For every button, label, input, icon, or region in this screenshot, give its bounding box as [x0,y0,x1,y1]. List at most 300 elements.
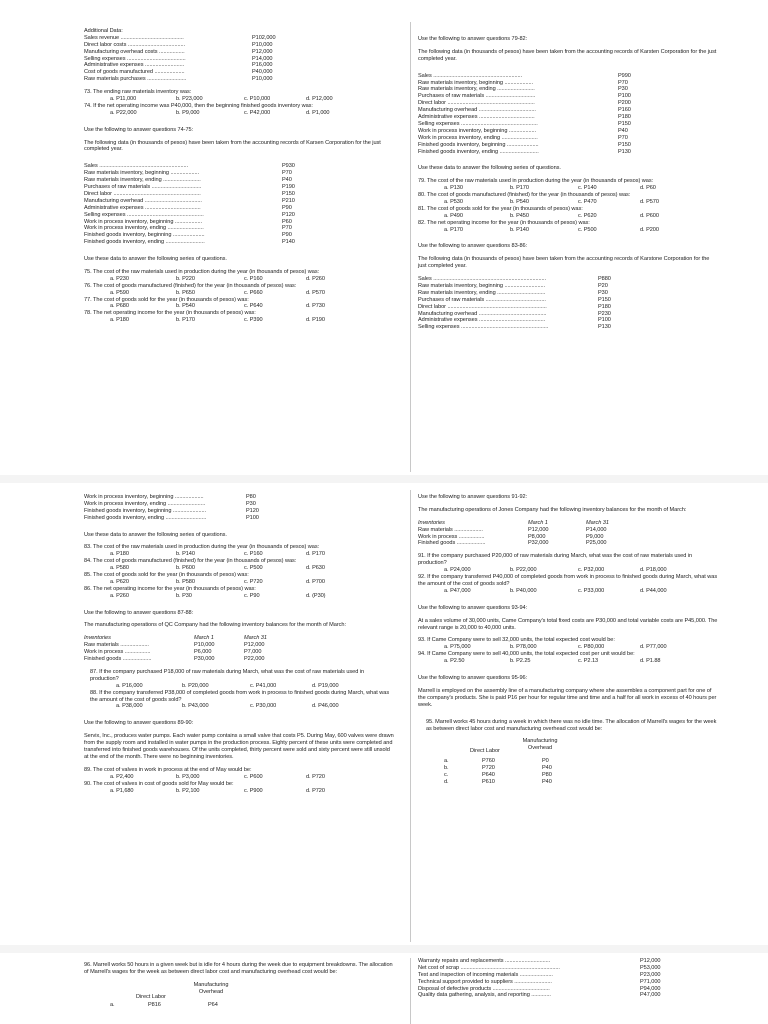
answer-choice: d. P720 [306,773,325,780]
answer-choice: a. P22,000 [110,109,137,116]
row-value: P180 [598,303,611,310]
data-row [84,184,394,191]
row-label: Selling expenses ....................................... [84,55,186,62]
row-value: P14,000 [252,55,273,62]
answer-choice: c. P30,000 [250,703,277,710]
data-row [84,501,394,508]
question-80-choices [418,199,718,206]
question-85: 85. The cost of goods sold for the year (in thousands of pesos) was: [84,572,249,579]
table-row [418,772,718,779]
answer-choice: b. P650 [176,289,195,296]
row-value: P200 [618,100,631,107]
answer-choice: a. P620 [110,578,129,585]
question-81: 81. The cost of goods sold for the year (in thousands of pesos) was: [418,205,583,212]
data-row [418,324,718,331]
page-gap-2 [0,945,768,953]
answer-choice: c. P640 [244,303,263,310]
answer-choice: b. P170 [510,185,529,192]
data-row [418,73,718,80]
row-label: Sales ........................................................................... [418,276,547,283]
row-label: Manufacturing overhead costs ................. [84,48,185,55]
row-label: Raw materials inventory, beginning ........................... [418,283,546,289]
answer-choice: d. P19,000 [312,682,339,689]
row-value: P30 [598,289,608,296]
table-cell: P7,000 [244,649,262,656]
question-89-choices [84,774,394,781]
data-row [418,972,718,979]
row-value: P60 [282,218,292,225]
row-value: P140 [282,239,295,246]
instruction-93-94: Use the following to answer questions 93-94: [418,604,528,611]
answer-choice: b. P600 [176,565,195,572]
row-label: Selling expenses ................................................... [84,211,204,218]
question-81-choices [418,213,718,220]
answer-choice: c. P10,000 [244,96,271,103]
data-row [84,212,394,219]
row-value: P80 [246,494,256,500]
row-label: Purchases of raw materials ................................. [84,184,202,191]
table-row [418,779,718,786]
page3-left-column [84,962,394,1009]
question-93: 93. If Came Company were to sell 32,000 units, the total expected cost would be: [418,637,615,644]
inventory-table [84,642,394,663]
row-value: P30 [246,500,256,507]
question-73: 73. The ending raw materials inventory was: [84,89,192,96]
row-label: Sales revenue .......................................... [84,34,184,41]
row-value: P990 [618,72,631,79]
answer-choice: b. P170 [176,317,195,324]
question-75-choices [84,276,394,283]
instruction-83-86: Use the following to answer questions 83-86: [418,243,528,250]
question-91-choices [418,567,718,574]
row-value: P53,000 [640,964,661,971]
row-value: P100 [618,93,631,100]
row-value: P40 [618,127,628,134]
row-value: P160 [618,107,631,114]
data-row [418,135,718,142]
table-row [84,656,394,663]
answer-choice: c. P33,000 [578,587,605,594]
question-78: 78. The net operating income for the year (in thousands of pesos) was: [84,310,256,317]
row-label: Administrative expenses ..................................... [418,114,535,121]
answer-choice: c. P140 [578,185,597,192]
question-91: 91. If the company purchased P20,000 of raw materials during March, what was the cost of raw materials used in production? [418,553,693,567]
answer-choice: c. P900 [244,787,263,794]
question-86: 86. The net operating income for the year (in thousands of pesos) was: [84,585,256,592]
answer-choice: c. P500 [244,565,263,572]
row-label: Direct labor costs ...................................... [84,41,185,48]
row-value: P20 [598,283,608,289]
data-row [84,76,394,83]
question-73-choices [84,96,394,103]
data-row [418,283,718,290]
question-84: 84. The cost of goods manufactured (finished) for the year (in thousands of pesos) was: [84,558,297,565]
table-cell: P6,000 [194,649,212,656]
question-96: 96. Marrell works 50 hours in a given week but is idle for 4 hours during the week due to equipment breakdowns. The allocation of Marrell's wages for the week as between direct labor cost and manufacturing overhead cost would be: [84,962,393,975]
row-value: P70 [618,134,628,141]
question-90: 90. The cost of valves in cost of goods sold for May would be: [84,780,234,787]
data-row [418,276,718,283]
row-value: P150 [618,141,631,148]
marrell-intro: Marrell is employed on the assembly line of a manufacturing company where she assembles a component part for one of the company's products. She is paid P16 per hour for regular time and time and a half for all work in excess of 40 hours per week. [418,687,717,708]
answer-choice: a. P680 [110,303,129,310]
page1-left-column [84,28,394,324]
data-row [84,163,394,170]
answer-choice: d. P730 [306,303,325,310]
data-row [84,49,394,56]
data-row [418,317,718,324]
column-divider-3 [410,958,411,1024]
row-value: P90 [282,204,292,211]
series-instruction: Use these data to answer the following series of questions. [84,531,227,538]
answer-choice: d. P170 [306,551,325,558]
question-76: 76. The cost of goods manufactured (finished) for the year (in thousands of pesos) was: [84,282,297,289]
answer-choice: d. P190 [306,317,325,324]
question-94: 94. If Came Company were to sell 40,000 units, the total expected cost per unit would be: [418,651,635,658]
table-row [418,758,718,765]
row-value: P40,000 [252,69,273,76]
answer-choice: d. P1,000 [306,109,330,116]
row-label: Quality data gathering, analysis, and reporting ............. [418,992,551,999]
table-cell: P25,000 [586,540,607,547]
table-cell: P610 [482,779,495,786]
row-value: P90 [282,232,292,239]
table-cell: a. [444,758,449,765]
question-93-choices [418,644,718,651]
answer-choice: d. P12,000 [306,96,333,103]
row-label: Administrative expenses ..................................... [84,204,201,211]
answer-choice: a. P16,000 [116,682,143,689]
question-83: 83. The cost of the raw materials used in production during the year (in thousands of pesos) was: [84,544,320,551]
table-cell: c. [444,772,449,779]
row-value: P100 [598,317,611,324]
row-value: P102,000 [252,34,276,41]
answer-choice: c. P600 [244,773,263,780]
answer-choice: a. P590 [110,289,129,296]
data-row [418,297,718,304]
row-value: P70 [282,170,292,177]
inventory-header: Inventories March 1 March 31 [418,519,609,526]
row-value: P130 [598,324,611,331]
table-cell: Raw materials ................... [84,642,149,649]
question-85-choices [84,579,394,586]
page2-right-column [418,494,718,786]
answer-choice: a. P38,000 [116,703,143,710]
row-value: P30 [618,86,628,93]
question-80: 80. The cost of goods manufactured (finished) for the year (in thousands of pesos) was: [418,192,631,199]
table-row [418,527,718,534]
karstone-intro: The following data (in thousands of pesos) have been taken from the accounting records of Karstone Corporation for the just completed year. [418,256,710,270]
answer-choice: a. P530 [444,198,463,205]
karsten-intro: The following data (in thousands of pesos) have been taken from the accounting records of Karsten Corporation for the just completed year. [418,48,717,62]
answer-choice: b. P580 [176,578,195,585]
row-label: Work in process inventory, ending ........................ [418,134,538,141]
data-row [418,121,718,128]
answer-choice: c. P390 [244,317,263,324]
answer-choice: d. P260 [306,275,325,282]
data-row [418,290,718,297]
answer-choice: c. P720 [244,578,263,585]
question-79: 79. The cost of the raw materials used in production during the year (in thousands of pesos) was: [418,178,654,185]
row-label: Purchases of raw materials ................................. [418,93,536,100]
answer-choice: d. P570 [640,198,659,205]
answer-choice: d. P46,000 [312,703,339,710]
question-92-choices [418,588,718,595]
answer-choice: a. P1,680 [110,787,134,794]
answer-choice: a. P180 [110,317,129,324]
data-row [418,93,718,100]
row-label: Finished goods inventory, beginning ..................... [84,232,205,239]
answer-choice: a. P180 [110,551,129,558]
answer-choice: b. P22,000 [510,567,537,574]
karsen-intro: The following data (in thousands of pesos) have been taken from the accounting records of Karsen Corporation for the just completed year. [84,139,381,153]
row-label: Direct labor .................................................................. [418,303,547,310]
answer-choice: d. P600 [640,212,659,219]
question-82: 82. The net operating income for the year (in thousands of pesos) was: [418,219,590,226]
data-row [418,958,718,965]
data-row [84,239,394,246]
row-label: Disposal of defective products ...................................... [418,985,550,992]
question-94-choices [418,658,718,665]
row-value: P120 [246,507,259,514]
answer-choice: b. P40,000 [510,587,537,594]
answer-choice: d. P630 [306,565,325,572]
question-82-choices [418,227,718,234]
answer-choice: b. P140 [510,226,529,233]
answer-choice: b. P220 [176,275,195,282]
row-label: Finished goods inventory, ending .......................... [84,239,205,246]
row-value: P12,000 [252,48,273,55]
additional-data-list [84,35,394,83]
data-row [418,114,718,121]
table-cell: Finished goods ................... [84,656,152,663]
data-row [84,494,394,501]
answer-choice: a. P2,400 [110,773,134,780]
answer-choice: a. P130 [444,185,463,192]
row-label: Test and inspection of incoming materials ...................... [418,971,553,978]
series-instruction: Use these data to answer the following series of questions. [84,256,227,263]
table-cell: d. [444,779,449,786]
row-value: P210 [282,197,295,204]
answer-choice: b. P3,000 [176,773,200,780]
answer-choice: b. P540 [510,198,529,205]
answer-choice: a. P580 [110,565,129,572]
data-row [84,191,394,198]
answer-choice: d. P570 [306,289,325,296]
row-label: Manufacturing overhead ...................................... [418,107,536,114]
row-value: P150 [598,296,611,303]
answer-choice: a. P2.50 [444,658,465,665]
answer-choice: a. P260 [110,592,129,599]
answer-choice: c. P32,000 [578,567,605,574]
row-label: Finished goods inventory, ending ........................... [84,514,207,521]
data-row [84,198,394,205]
allocation-header: Direct Labor Manufacturing Overhead [136,981,229,1000]
answer-choice: d. (P30) [306,592,326,599]
answer-choice: a. P47,000 [444,587,471,594]
row-value: P71,000 [640,978,661,985]
quality-cost-list [418,958,718,999]
allocation-row: a. P816 P64 [110,1001,218,1008]
servix-intro: Servix, Inc., produces water pumps. Each water pump contains a small valve that costs P5. During May, 600 valves were drawn from the supply room and installed in water pumps in the production process. Eighty percent of these units were completed and transferred into finished goods warehouses. Of the units completed, thirty percent were sold and sixty percent were still unsold at the end of the month. There were no beginning inventories. [84,733,394,760]
karsten-data-list [418,73,718,156]
data-row [418,979,718,986]
answer-choice: b. P43,000 [182,703,209,710]
question-87: 87. If the company purchased P18,000 of raw materials during March, what was the cost of raw materials used in production? [90,668,365,682]
data-row [418,304,718,311]
answer-choice: d. P1.88 [640,658,661,665]
table-cell: P40 [542,765,552,772]
answer-choice: b. P23,000 [176,96,203,103]
instruction-74-75: Use the following to answer questions 74-75: [84,126,194,133]
row-value: P47,000 [640,992,661,999]
data-row [84,225,394,232]
row-value: P120 [282,211,295,218]
allocation-table [418,758,718,786]
jones-intro: The manufacturing operations of Jones Company had the following inventory balances for the month of March: [418,506,687,513]
answer-choice: c. P160 [244,275,263,282]
instruction-91-92: Use the following to answer questions 91-92: [418,494,528,500]
karstone-data-list [418,276,718,331]
table-cell: P14,000 [586,526,607,533]
row-label: Sales ........................................................... [418,72,522,79]
data-row [418,80,718,87]
row-value: P23,000 [640,971,661,978]
answer-choice: b. P2.25 [510,658,531,665]
answer-choice: a. P170 [444,226,463,233]
question-92: 92. If the company transferred P40,000 of completed goods from work in process to finished goods during March, what was the amount of the cost of goods sold? [418,574,718,587]
data-row [84,515,394,522]
question-87-choices [90,683,394,690]
answer-choice: b. P30 [176,592,192,599]
page1-right-column [418,36,718,331]
karsen-data-list [84,163,394,246]
came-intro: At a sales volume of 30,000 units, Came Company's total fixed costs are P30,000 and total variable costs are P45,000. The relevant range is 20,000 to 40,000 units. [418,617,718,631]
data-row [84,177,394,184]
question-89: 89. The cost of valves in work in process at the end of May would be: [84,766,252,773]
table-row [84,649,394,656]
question-76-choices [84,290,394,297]
table-cell: P8,000 [528,533,546,540]
row-label: Net cost of scrap .................................................................. [418,964,560,971]
data-row [418,311,718,318]
row-label: Manufacturing overhead ............................................. [418,310,547,317]
table-cell: Work in process ................. [418,533,485,540]
qc-intro: The manufacturing operations of QC Company had the following inventory balances for the month of March: [84,622,346,629]
row-value: P70 [282,225,292,232]
row-label: Purchases of raw materials ........................................ [418,296,546,303]
table-cell: b. [444,765,449,772]
row-value: P10,000 [252,76,273,83]
additional-data-title: Additional Data: [84,28,123,34]
table-cell: P30,000 [194,656,215,663]
answer-choice: c. P470 [578,198,597,205]
allocation-header: Direct Labor Manufacturing Overhead [470,738,558,755]
answer-choice: b. P2,100 [176,787,200,794]
table-cell: P10,000 [194,642,215,649]
data-row [84,232,394,239]
question-79-choices [418,185,718,192]
data-row [418,992,718,999]
row-label: Direct labor .......................................................... [418,100,535,107]
question-74-choices [84,110,394,117]
answer-choice: a. P75,000 [444,644,471,651]
answer-choice: a. P230 [110,275,129,282]
answer-choice: d. P720 [306,787,325,794]
table-row [418,534,718,541]
row-value: P880 [598,276,611,283]
table-cell: Raw materials ................... [418,526,483,533]
column-divider-2 [410,490,411,942]
question-88-choices [90,703,394,710]
table-cell: Finished goods ................... [418,540,486,547]
row-label: Work in process inventory, beginning .................. [84,218,202,225]
row-label: Administrative expenses .......................... [84,62,185,69]
question-75: 75. The cost of the raw materials used in production during the year (in thousands of pesos) was: [84,268,320,275]
data-row [84,69,394,76]
row-value: P190 [282,184,295,191]
data-row [418,986,718,993]
data-row [418,149,718,156]
table-cell: P0 [542,758,549,765]
row-label: Finished goods inventory, beginning ..................... [418,141,539,148]
answer-choice: d. P60 [640,185,656,192]
answer-choice: d. P18,000 [640,567,667,574]
table-cell: Work in process ................. [84,649,151,656]
question-78-choices [84,317,394,324]
table-cell: P80 [542,772,552,779]
inventory-header: Inventories March 1 March 31 [84,635,267,642]
data-row [84,170,394,177]
table-cell: P40 [542,779,552,786]
table-cell: P640 [482,772,495,779]
answer-choice: c. P80,000 [578,644,605,651]
row-label: Selling expenses ................................................... [418,120,538,127]
page-gap-1 [0,475,768,483]
question-86-choices [84,593,394,600]
question-90-choices [84,788,394,795]
answer-choice: c. P2.13 [578,658,599,665]
row-value: P70 [618,79,628,86]
karstone-data-list-cont [84,494,394,522]
answer-choice: b. P9,000 [176,109,200,116]
row-label: Work in process inventory, beginning .................. [418,127,536,134]
page3-right-column [418,958,718,999]
row-label: Technical support provided to suppliers ......................... [418,978,552,985]
data-row [84,205,394,212]
answer-choice: c. P660 [244,289,263,296]
row-label: Raw materials inventory, ending ................................ [418,289,546,296]
inventory-table [418,527,718,548]
table-cell: P9,000 [586,533,604,540]
row-value: P130 [618,148,631,155]
row-label: Raw materials inventory, beginning ................... [418,79,534,86]
answer-choice: c. P90 [244,592,260,599]
row-label: Manufacturing overhead ...................................... [84,197,202,204]
instruction-87-88: Use the following to answer questions 87-88: [84,609,194,616]
row-value: P150 [618,120,631,127]
row-label: Finished goods inventory, beginning ...................... [84,507,206,514]
answer-choice: c. P620 [578,212,597,219]
answer-choice: a. P11,000 [110,96,137,103]
question-95: 95. Marrell works 45 hours during a week in which there was no idle time. The allocation of Marrell's wages for the week as between direct labor cost and manufacturing overhead cost would be: [426,718,717,732]
row-label: Raw materials inventory, ending ......................... [84,177,201,184]
question-74: 74. If the net operating income was P40,000, then the beginning finished goods inventory was: [84,102,313,109]
row-label: Raw materials inventory, ending ......................... [418,86,535,93]
row-value: P10,000 [252,41,273,48]
row-value: P150 [282,190,295,197]
row-value: P94,000 [640,985,661,992]
